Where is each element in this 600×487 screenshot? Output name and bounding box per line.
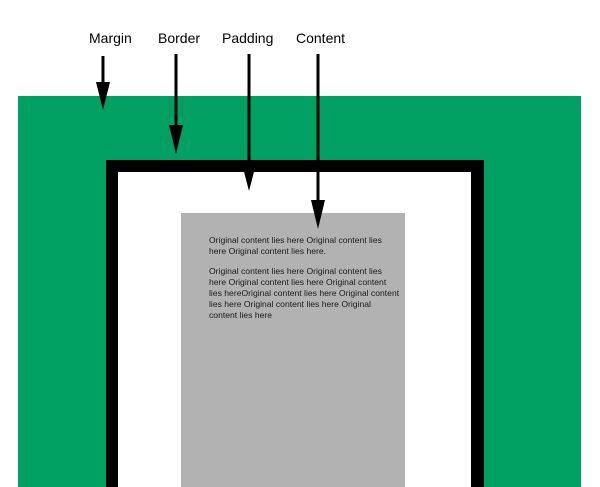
content-label: Content bbox=[296, 30, 346, 46]
padding-label: Padding bbox=[222, 30, 274, 46]
border-label: Border bbox=[158, 30, 201, 46]
content-paragraph-2: Original content lies here Original content lies here Original content lies here Original content lies hereOriginal content lies here Original content lies here Original content lies here Original content lies here bbox=[209, 266, 400, 320]
margin-label: Margin bbox=[89, 30, 132, 46]
content-paragraph-1: Original content lies here Original content lies here Original content lies here. bbox=[209, 235, 382, 256]
